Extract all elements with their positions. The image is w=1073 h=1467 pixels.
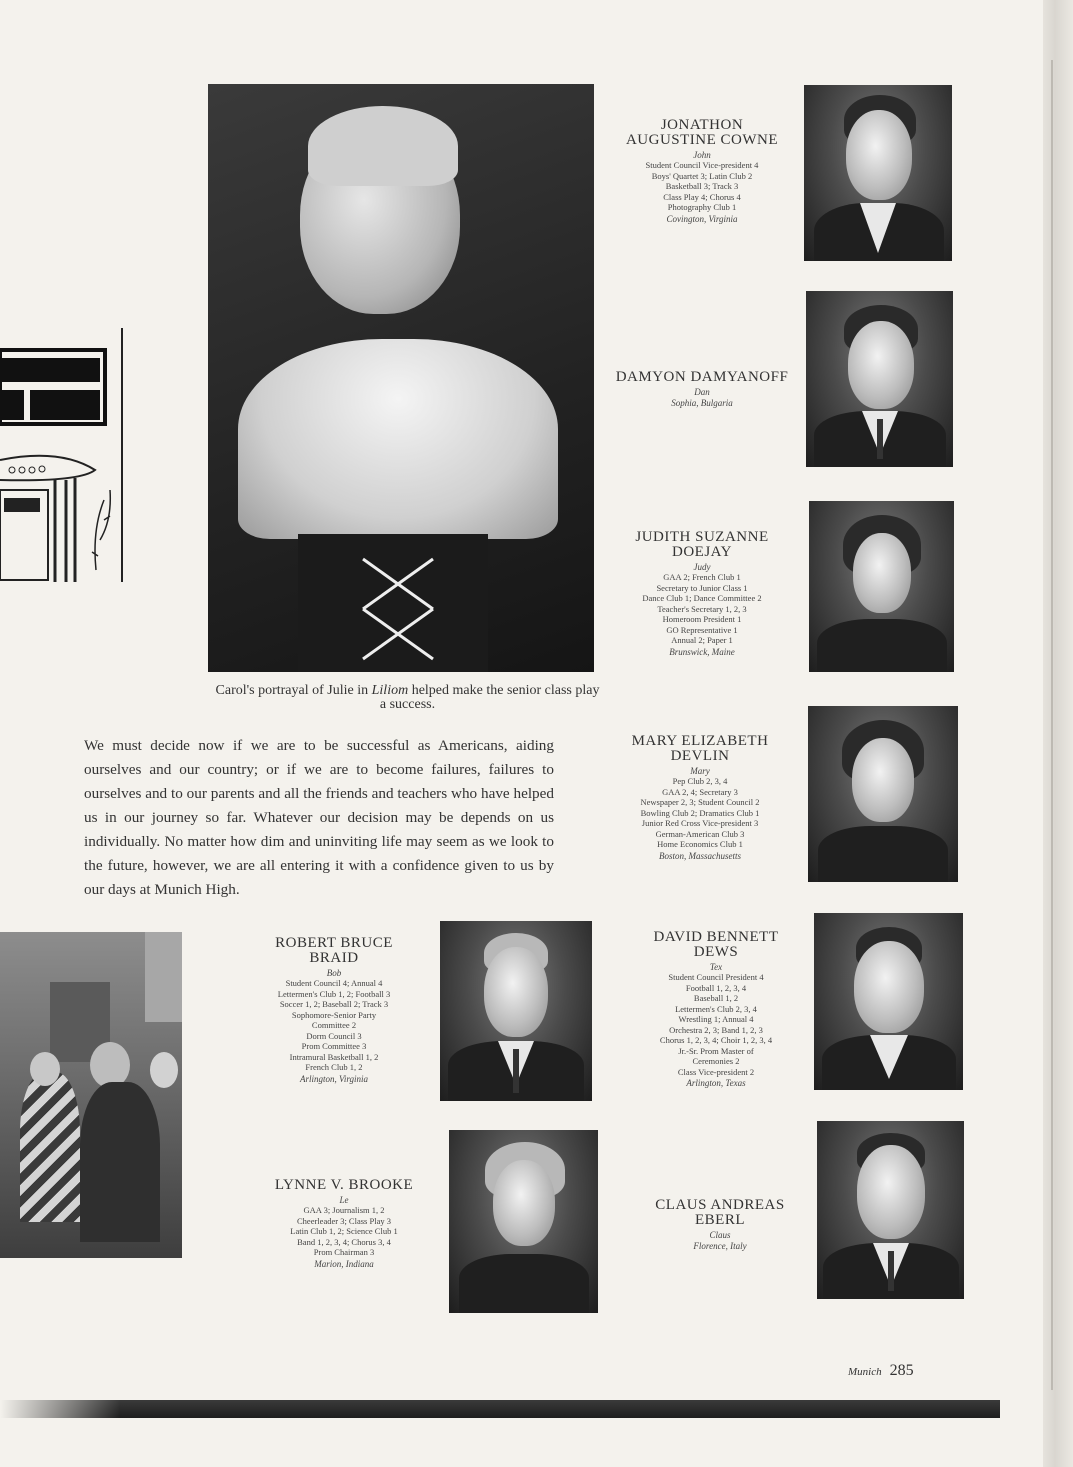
senior-activity: Latin Club 1, 2; Science Club 1 bbox=[290, 1226, 398, 1236]
senior-name: DAVID BENNETT bbox=[653, 929, 779, 945]
braid-photo bbox=[440, 921, 592, 1101]
senior-activity: Soccer 1, 2; Baseball 2; Track 3 bbox=[279, 999, 389, 1009]
senior-activity: Chorus 1, 2, 3, 4; Choir 1, 2, 3, 4 bbox=[659, 1035, 773, 1045]
senior-name: AUGUSTINE COWNE bbox=[625, 132, 779, 148]
senior-hometown: Florence, Italy bbox=[693, 1241, 747, 1251]
senior-activity: Student Council Vice-president 4 bbox=[645, 160, 759, 170]
senior-activity: French Club 1, 2 bbox=[305, 1062, 363, 1072]
eberl-photo bbox=[817, 1121, 964, 1299]
senior-activity: Intramural Basketball 1, 2 bbox=[289, 1051, 379, 1062]
senior-hometown: Brunswick, Maine bbox=[669, 646, 735, 657]
carol-portrait-photo bbox=[208, 84, 594, 672]
senior-activity: Teacher's Secretary 1, 2, 3 bbox=[657, 603, 747, 614]
senior-hometown: Marion, Indiana bbox=[314, 1258, 374, 1269]
senior-activity: GAA 2; French Club 1 bbox=[663, 572, 741, 582]
senior-activity: Lettermen's Club 2, 3, 4 bbox=[675, 1003, 757, 1014]
lacing-icon bbox=[358, 554, 438, 664]
senior-name: ROBERT BRUCE bbox=[275, 935, 393, 951]
students-group-photo bbox=[0, 932, 182, 1258]
devlin-photo bbox=[808, 706, 958, 882]
senior-activity: Dance Club 1; Dance Committee 2 bbox=[642, 593, 762, 603]
senior-activity: Prom Chairman 3 bbox=[313, 1247, 375, 1257]
senior-hometown: Boston, Massachusetts bbox=[659, 850, 741, 861]
senior-activity: German-American Club 3 bbox=[655, 828, 745, 839]
senior-activity: Dorm Council 3 bbox=[306, 1030, 362, 1041]
senior-activity: Sophomore-Senior Party bbox=[291, 1009, 377, 1020]
senior-activity: Committee 2 bbox=[311, 1020, 357, 1030]
senior-activity: Bowling Club 2; Dramatics Club 1 bbox=[640, 807, 760, 818]
senior-nickname: Le bbox=[339, 1195, 349, 1205]
brooke-photo bbox=[449, 1130, 598, 1313]
senior-activity: Boys' Quartet 3; Latin Club 2 bbox=[651, 170, 753, 181]
senior-essay: We must decide now if we are to be successful as Americans, aiding ourselves and our country; or if we are to become failures, failures to ourselves and to our parents and all the friends and teachers who have helped us in our journey so far. Whatever our decision may be depends on us individually. No matter how dim and uninviting life may seem as we look to the future, however, we are all entering it with a confidence given to us by our days at Munich High. bbox=[84, 737, 554, 898]
senior-activity: Pep Club 2, 3, 4 bbox=[672, 776, 728, 786]
building-sketch bbox=[0, 320, 135, 590]
senior-entry-damyanoff bbox=[612, 370, 792, 408]
senior-activity: Orchestra 2, 3; Band 1, 2, 3 bbox=[669, 1024, 763, 1035]
senior-activity: Class Vice-president 2 bbox=[677, 1066, 755, 1077]
senior-name: JONATHON bbox=[660, 117, 744, 133]
senior-nickname: Dan bbox=[694, 387, 710, 397]
page-number: 285 bbox=[889, 1362, 914, 1379]
senior-activity: GO Representative 1 bbox=[666, 624, 738, 635]
page-footer bbox=[848, 1362, 914, 1380]
doejay-photo bbox=[809, 501, 954, 672]
senior-activity: Wrestling 1; Annual 4 bbox=[678, 1014, 754, 1024]
senior-hometown: Sophia, Bulgaria bbox=[671, 398, 733, 408]
senior-activity: GAA 3; Journalism 1, 2 bbox=[303, 1205, 385, 1215]
senior-nickname: Judy bbox=[693, 562, 711, 572]
senior-hometown: Covington, Virginia bbox=[666, 213, 738, 224]
senior-activity: Prom Committee 3 bbox=[301, 1041, 367, 1051]
senior-nickname: Tex bbox=[709, 962, 723, 972]
senior-activity: Photography Club 1 bbox=[667, 202, 737, 212]
senior-name: DOEJAY bbox=[672, 544, 732, 560]
senior-entry-dews bbox=[626, 930, 806, 1088]
senior-nickname: John bbox=[693, 150, 711, 160]
senior-activity: Student Council 4; Annual 4 bbox=[285, 978, 383, 988]
damyanoff-photo bbox=[806, 291, 953, 467]
senior-entry-eberl bbox=[630, 1198, 810, 1251]
senior-nickname: Mary bbox=[690, 766, 710, 776]
senior-name: DEWS bbox=[693, 944, 739, 960]
footer-school: Munich bbox=[848, 1366, 882, 1378]
senior-name: CLAUS ANDREAS bbox=[655, 1197, 785, 1213]
senior-activity: Secretary to Junior Class 1 bbox=[656, 582, 748, 593]
photo-caption: Carol's portrayal of Julie in Liliom helped make the senior class play a success. bbox=[215, 683, 600, 712]
senior-activity: Lettermen's Club 1, 2; Football 3 bbox=[277, 988, 391, 999]
senior-activity: Junior Red Cross Vice-president 3 bbox=[641, 818, 759, 828]
senior-activity: Cheerleader 3; Class Play 3 bbox=[297, 1215, 391, 1226]
senior-entry-devlin bbox=[606, 734, 794, 861]
senior-activity: Annual 2; Paper 1 bbox=[671, 635, 733, 645]
page-bottom-shadow bbox=[0, 1400, 1000, 1418]
senior-activity: GAA 2, 4; Secretary 3 bbox=[662, 786, 738, 797]
senior-nickname: Bob bbox=[326, 968, 342, 978]
senior-activity: Band 1, 2, 3, 4; Chorus 3, 4 bbox=[297, 1236, 391, 1247]
senior-name: JUDITH SUZANNE bbox=[635, 529, 769, 545]
senior-activity: Football 1, 2, 3, 4 bbox=[685, 982, 747, 993]
senior-name: LYNNE V. BROOKE bbox=[274, 1177, 414, 1193]
page-edge bbox=[1043, 0, 1073, 1467]
senior-activity: Homeroom President 1 bbox=[662, 614, 742, 624]
senior-hometown: Arlington, Virginia bbox=[299, 1073, 368, 1084]
senior-name: BRAID bbox=[309, 950, 359, 966]
senior-entry-cowne bbox=[612, 118, 792, 224]
senior-activity: Newspaper 2, 3; Student Council 2 bbox=[640, 797, 760, 807]
senior-entry-braid bbox=[244, 936, 424, 1084]
senior-name: MARY ELIZABETH bbox=[631, 733, 769, 749]
senior-hometown: Arlington, Texas bbox=[686, 1078, 746, 1088]
dews-photo bbox=[814, 913, 963, 1090]
senior-name: DEVLIN bbox=[670, 748, 730, 764]
senior-activity: Baseball 1, 2 bbox=[693, 993, 739, 1003]
senior-activity: Class Play 4; Chorus 4 bbox=[663, 191, 741, 202]
cowne-photo bbox=[804, 85, 952, 261]
senior-entry-doejay bbox=[612, 530, 792, 657]
senior-nickname: Claus bbox=[709, 1230, 731, 1240]
senior-activity: Home Economics Club 1 bbox=[657, 839, 743, 849]
senior-activity: Basketball 3; Track 3 bbox=[665, 181, 739, 191]
senior-name: DAMYON DAMYANOFF bbox=[615, 369, 789, 385]
senior-activity: Student Council President 4 bbox=[668, 972, 764, 982]
senior-activity: Jr.-Sr. Prom Master of bbox=[678, 1045, 754, 1056]
senior-entry-brooke bbox=[254, 1178, 434, 1269]
senior-activity: Ceremonies 2 bbox=[692, 1056, 740, 1066]
senior-name: EBERL bbox=[695, 1212, 745, 1228]
